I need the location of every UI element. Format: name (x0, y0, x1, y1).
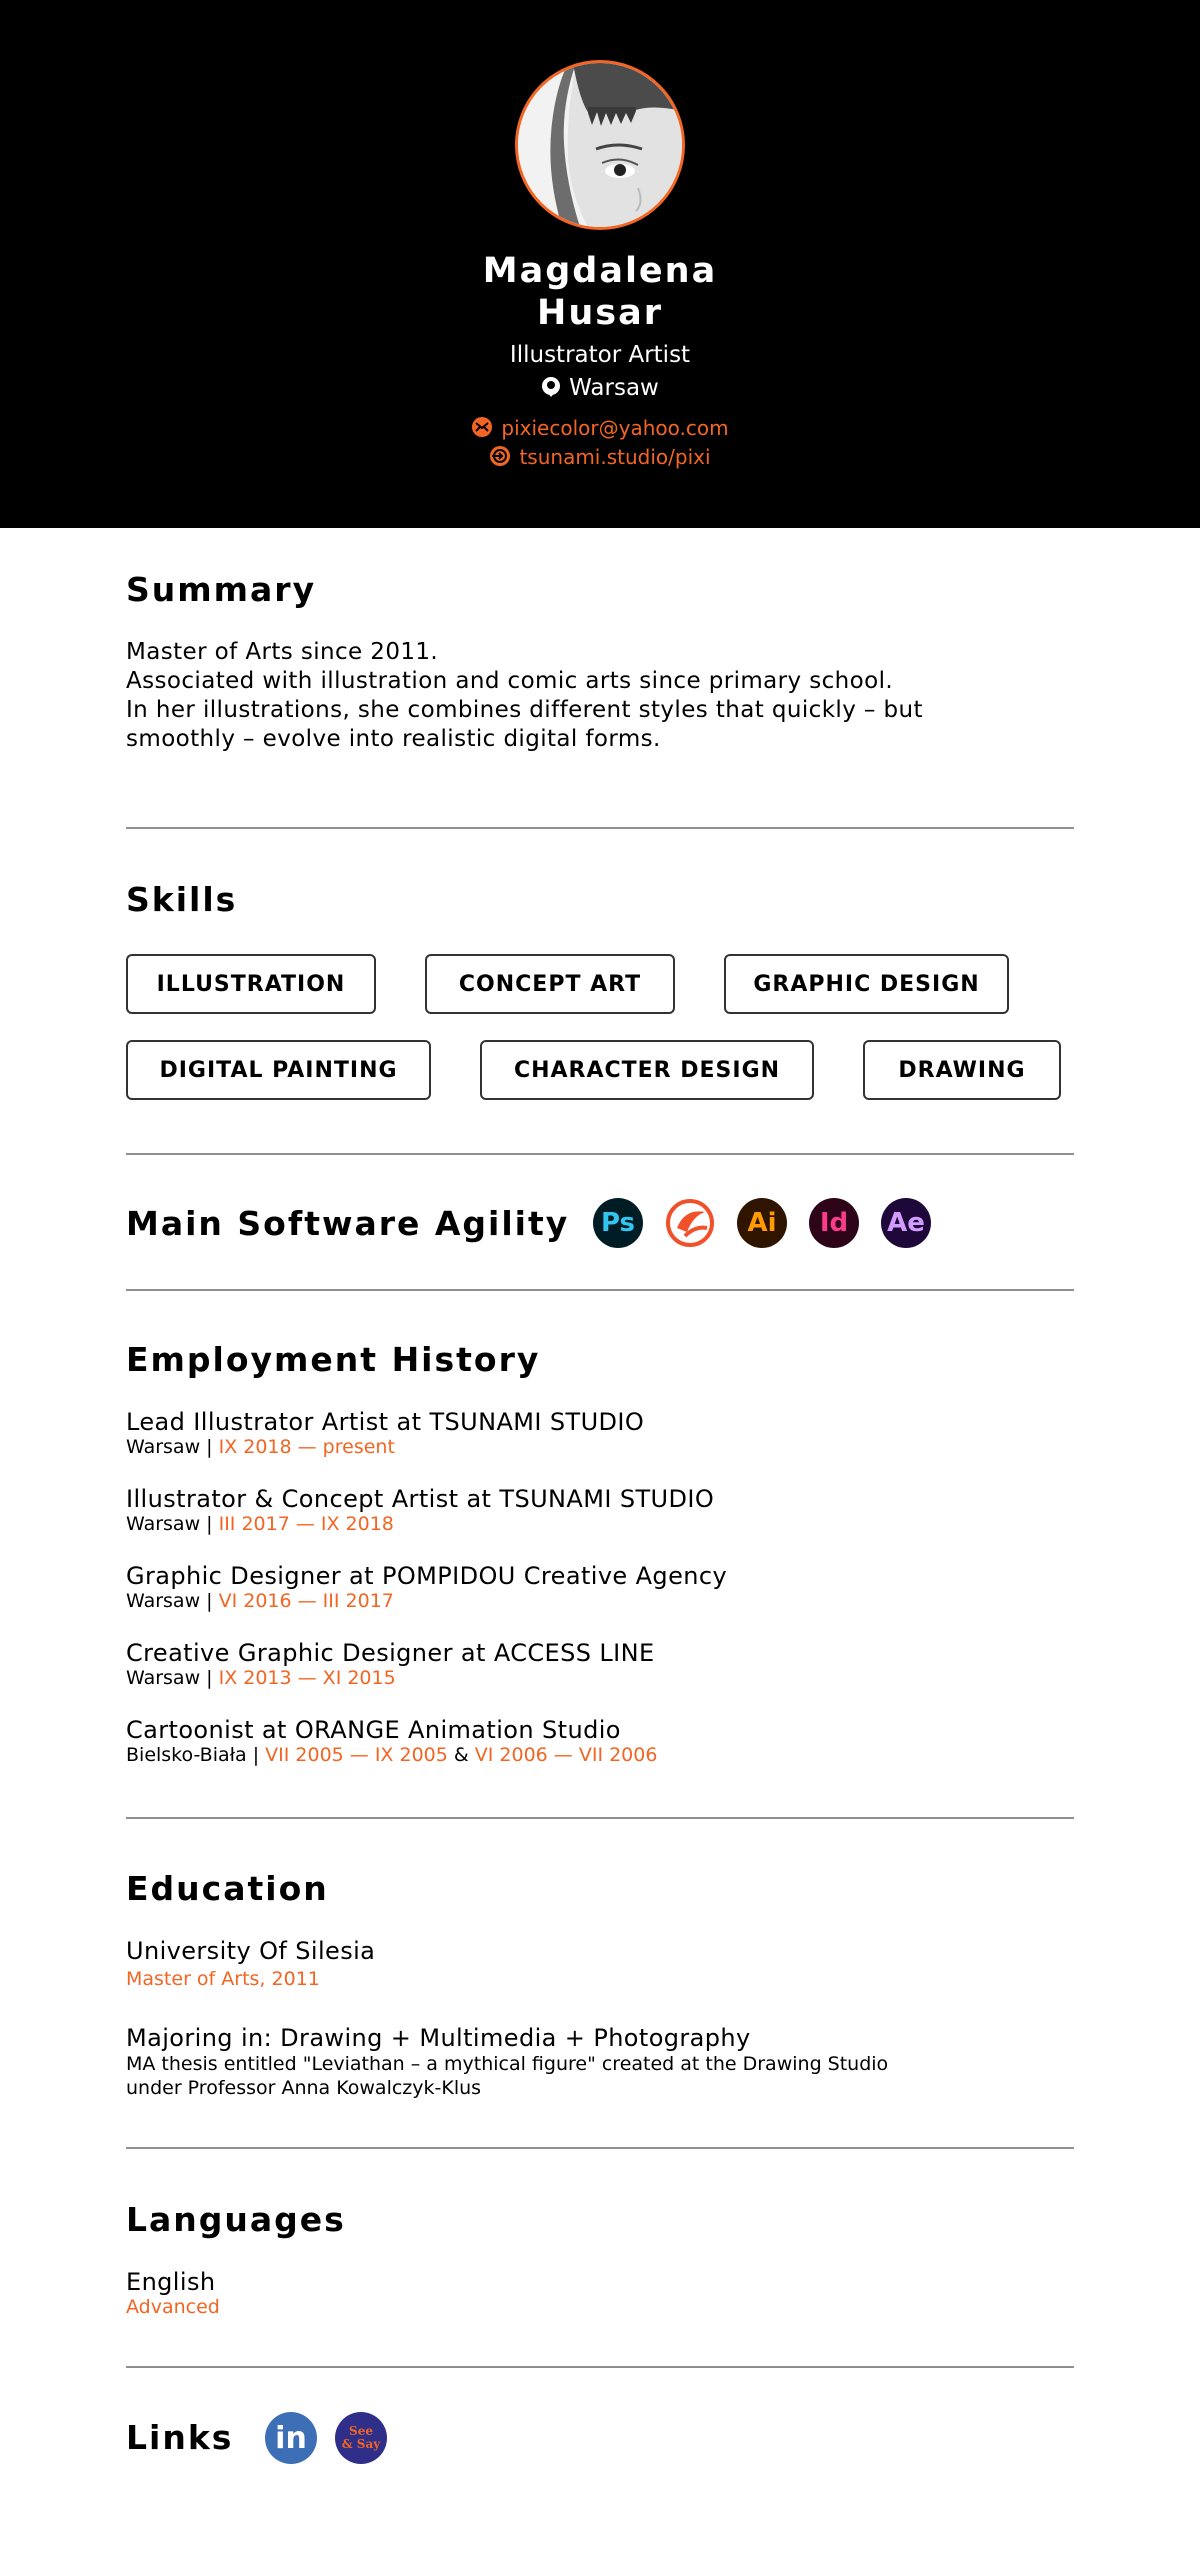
location-text: Warsaw (569, 375, 659, 401)
job-place: Warsaw (126, 1436, 201, 1458)
summary-text (126, 638, 1026, 754)
skill-chip: CONCEPT ART (425, 954, 675, 1014)
job-and: & (447, 1744, 475, 1766)
job-separator: | (200, 1667, 219, 1689)
job-title: Creative Graphic Designer at ACCESS LINE (126, 1639, 655, 1667)
indesign-icon: Id (809, 1198, 859, 1248)
education-school: University Of Silesia (126, 1937, 376, 1965)
job-entry (126, 1485, 714, 1535)
summary-title: Summary (126, 570, 317, 609)
job-place: Warsaw (126, 1590, 201, 1612)
email-icon (471, 416, 493, 444)
photoshop-icon: Ps (593, 1198, 643, 1248)
linkedin-icon[interactable]: in (265, 2412, 317, 2464)
see-and-say-top: See (349, 2424, 373, 2438)
job-title: Cartoonist at ORANGE Animation Studio (126, 1716, 621, 1744)
divider (126, 1817, 1074, 1819)
job-separator: | (246, 1744, 266, 1766)
divider (126, 827, 1074, 829)
portrait-image (518, 63, 682, 227)
see-and-say-icon[interactable] (335, 2412, 387, 2464)
job-title: Graphic Designer at POMPIDOU Creative Agency (126, 1562, 728, 1590)
summary-line: smoothly – evolve into realistic digital forms. (126, 726, 661, 752)
job-dates: IX 2013 — XI 2015 (218, 1667, 396, 1689)
education-major: Majoring in: Drawing + Multimedia + Photography (126, 2024, 751, 2052)
job-dates: III 2017 — IX 2018 (218, 1513, 394, 1535)
skill-chip: GRAPHIC DESIGN (724, 954, 1009, 1014)
job-place: Warsaw (126, 1667, 201, 1689)
after-effects-icon: Ae (881, 1198, 931, 1248)
employment-title: Employment History (126, 1340, 541, 1379)
job-separator: | (200, 1590, 219, 1612)
language-name: English (126, 2268, 216, 2296)
job-entry (126, 1716, 657, 1766)
divider (126, 2366, 1074, 2368)
job-title: Lead Illustrator Artist at TSUNAMI STUDIO (126, 1408, 645, 1436)
job-separator: | (200, 1436, 219, 1458)
thesis-line: MA thesis entitled "Leviathan – a mythical figure" created at the Drawing Studio (126, 2053, 889, 2075)
job-dates: IX 2018 — present (218, 1436, 395, 1458)
website-link[interactable] (0, 444, 1200, 473)
job-title: Illustrator & Concept Artist at TSUNAMI STUDIO (126, 1485, 715, 1513)
profile-location (0, 373, 1200, 406)
education-degree: Master of Arts, 2011 (126, 1968, 320, 1990)
website-text: tsunami.studio/pixi (519, 445, 711, 469)
software-title: Main Software Agility (126, 1204, 570, 1243)
divider (126, 1153, 1074, 1155)
education-title: Education (126, 1869, 329, 1908)
languages-title: Languages (126, 2200, 346, 2239)
job-meta (126, 1436, 644, 1458)
profile-role: Illustrator Artist (509, 342, 691, 368)
skills-title: Skills (126, 880, 238, 919)
krita-icon (665, 1198, 715, 1248)
profile-name (0, 250, 1200, 334)
job-entry (126, 1639, 655, 1689)
job-dates: VI 2016 — III 2017 (218, 1590, 394, 1612)
language-level: Advanced (126, 2296, 220, 2318)
summary-line: Associated with illustration and comic arts since primary school. (126, 668, 894, 694)
job-entry (126, 1562, 727, 1612)
website-icon (489, 445, 511, 473)
links-title: Links (126, 2418, 234, 2457)
job-entry (126, 1408, 644, 1458)
skill-chip: DRAWING (863, 1040, 1061, 1100)
job-meta (126, 1667, 655, 1689)
education-thesis (126, 2052, 1026, 2100)
thesis-line: under Professor Anna Kowalczyk-Klus (126, 2077, 482, 2099)
summary-line: Master of Arts since 2011. (126, 639, 439, 665)
avatar (515, 60, 685, 230)
illustrator-icon: Ai (737, 1198, 787, 1248)
job-dates-2: VI 2006 — VII 2006 (474, 1744, 658, 1766)
first-name: Magdalena (482, 251, 718, 291)
skill-chip: ILLUSTRATION (126, 954, 376, 1014)
job-meta (126, 1744, 657, 1766)
summary-line: In her illustrations, she combines different styles that quickly – but (126, 697, 923, 723)
email-link[interactable] (0, 415, 1200, 444)
divider (126, 1289, 1074, 1291)
skill-chip: DIGITAL PAINTING (126, 1040, 431, 1100)
job-separator: | (200, 1513, 219, 1535)
job-place: Bielsko-Biała (126, 1744, 247, 1766)
job-meta (126, 1513, 714, 1535)
job-place: Warsaw (126, 1513, 201, 1535)
email-text: pixiecolor@yahoo.com (501, 416, 729, 440)
job-dates: VII 2005 — IX 2005 (265, 1744, 448, 1766)
location-pin-icon (541, 376, 561, 406)
divider (126, 2147, 1074, 2149)
see-and-say-bottom: & Say (341, 2437, 381, 2451)
last-name: Husar (537, 293, 663, 333)
job-meta (126, 1590, 727, 1612)
profile-header (0, 0, 1200, 528)
skill-chip: CHARACTER DESIGN (480, 1040, 814, 1100)
